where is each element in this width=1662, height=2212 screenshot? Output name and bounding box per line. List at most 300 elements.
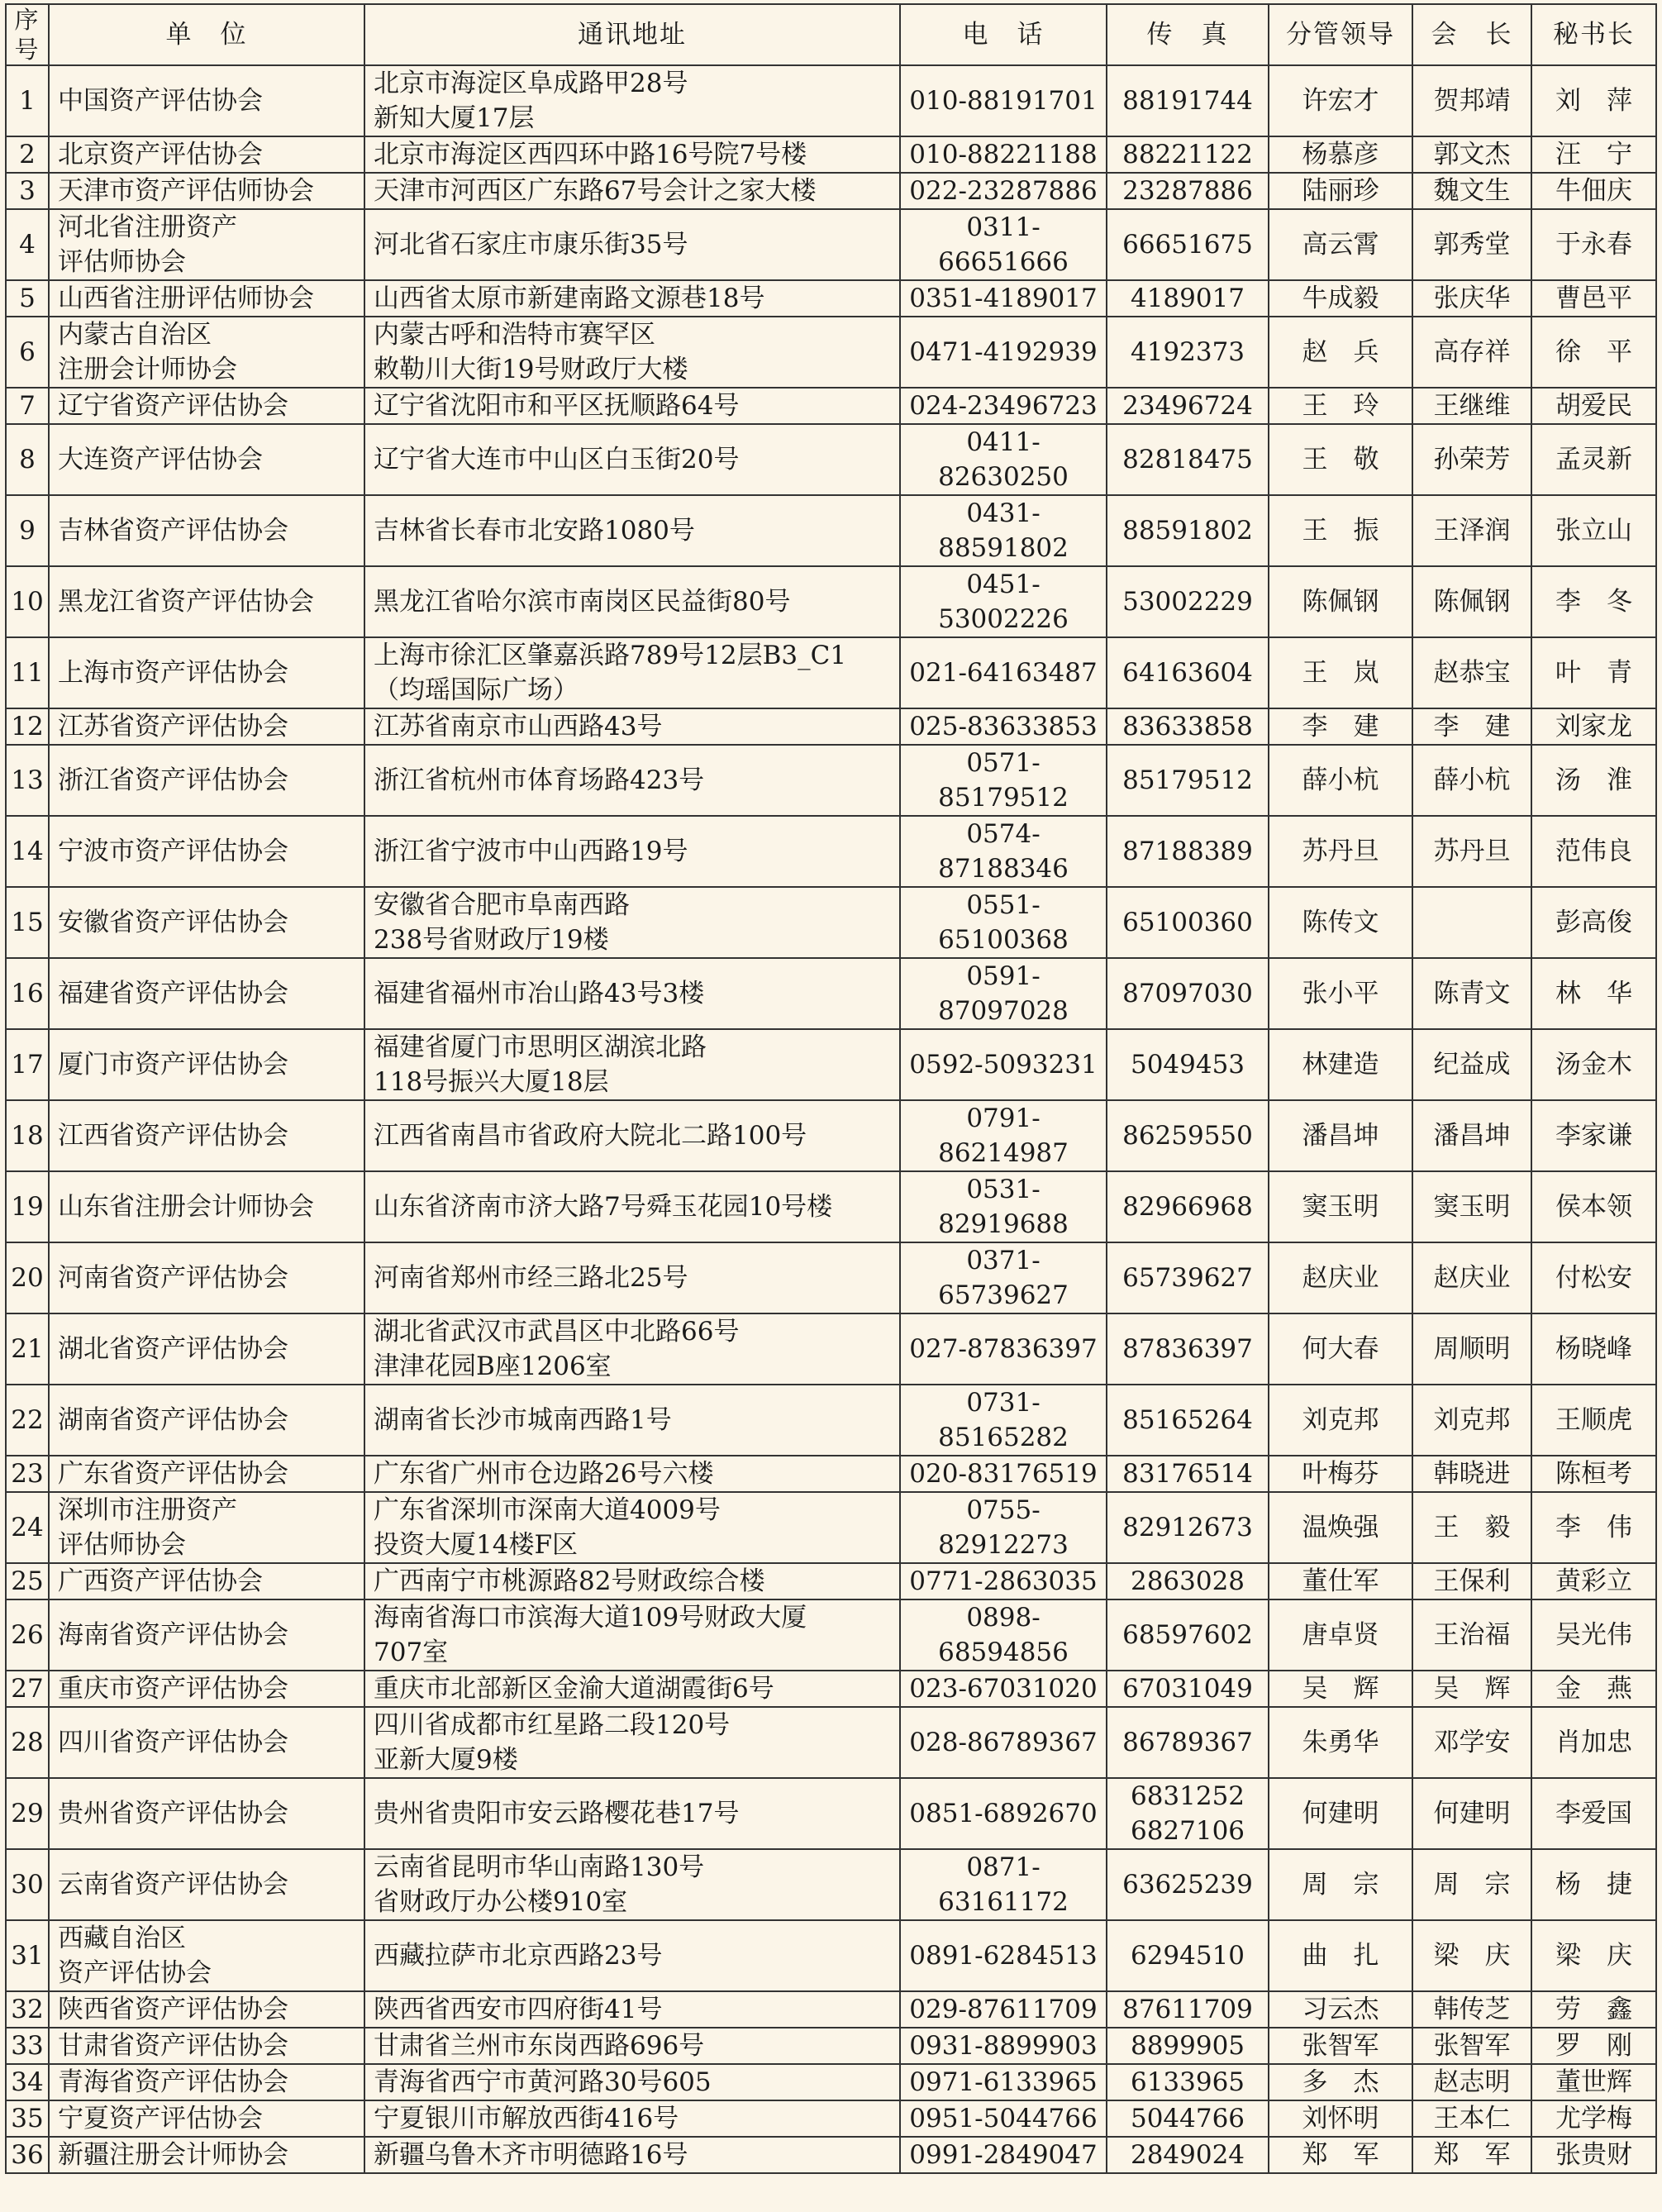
cell-unit-line: 天津市资产评估师协会 — [58, 176, 314, 206]
cell-phone: 0991-2849047 — [900, 2137, 1107, 2173]
cell-address-line: 福建省福州市冶山路43号3楼 — [374, 979, 705, 1008]
table-row — [6, 1492, 1656, 1563]
cell-president: 王泽润 — [1412, 495, 1531, 566]
cell-leader: 王 敬 — [1269, 424, 1412, 495]
cell-index: 19 — [6, 1171, 49, 1242]
cell-index: 34 — [6, 2064, 49, 2100]
table-row — [6, 495, 1656, 566]
cell-address-line: 内蒙古呼和浩特市赛罕区 — [374, 320, 655, 350]
cell-address-line: 辽宁省大连市中山区白玉街20号 — [374, 445, 740, 474]
cell-secretary: 梁 庆 — [1531, 1920, 1656, 1991]
cell-fax — [1107, 887, 1269, 958]
cell-address-line: 新疆乌鲁木齐市明德路16号 — [374, 2140, 688, 2170]
cell-address-line: 浙江省杭州市体育场路423号 — [374, 765, 705, 795]
cell-address — [364, 1171, 900, 1242]
cell-address — [364, 958, 900, 1029]
cell-president: 郭秀堂 — [1412, 209, 1531, 280]
table-row — [6, 1849, 1656, 1920]
cell-unit — [49, 1707, 364, 1778]
cell-address — [364, 495, 900, 566]
cell-phone: 0791-86214987 — [900, 1100, 1107, 1171]
cell-secretary: 于永春 — [1531, 209, 1656, 280]
cell-address-line: 重庆市北部新区金渝大道湖霞街6号 — [374, 1674, 774, 1704]
cell-president: 魏文生 — [1412, 173, 1531, 209]
cell-phone: 0951-5044766 — [900, 2100, 1107, 2137]
cell-phone: 023-67031020 — [900, 1671, 1107, 1707]
cell-index: 24 — [6, 1492, 49, 1563]
cell-address — [364, 136, 900, 173]
cell-unit — [49, 1100, 364, 1171]
cell-fax-line: 53002229 — [1122, 587, 1253, 617]
cell-fax — [1107, 1671, 1269, 1707]
cell-leader: 赵庆业 — [1269, 1242, 1412, 1313]
cell-unit — [49, 65, 364, 136]
cell-address-line: 海南省海口市滨海大道109号财政大厦 — [374, 1603, 807, 1633]
cell-phone: 0592-5093231 — [900, 1029, 1107, 1100]
cell-unit-line: 云南省资产评估协会 — [58, 1870, 288, 1900]
cell-unit-line: 厦门市资产评估协会 — [58, 1050, 288, 1080]
table-row — [6, 708, 1656, 745]
cell-address-line: 安徽省合肥市阜南西路 — [374, 890, 630, 920]
cell-fax-line: 4192373 — [1130, 337, 1245, 367]
cell-unit — [49, 1385, 364, 1456]
cell-fax — [1107, 1171, 1269, 1242]
cell-phone: 029-87611709 — [900, 1991, 1107, 2028]
cell-fax-line: 67031049 — [1122, 1674, 1253, 1704]
cell-address-line: 四川省成都市红星路二段120号 — [374, 1710, 731, 1740]
cell-phone: 0771-2863035 — [900, 1563, 1107, 1599]
cell-address-line: 青海省西宁市黄河路30号605 — [374, 2067, 712, 2097]
cell-address — [364, 745, 900, 816]
cell-index: 33 — [6, 2028, 49, 2064]
table-row — [6, 1171, 1656, 1242]
cell-unit — [49, 637, 364, 708]
cell-fax — [1107, 566, 1269, 637]
cell-president: 潘昌坤 — [1412, 1100, 1531, 1171]
cell-phone: 0574-87188346 — [900, 816, 1107, 887]
cell-phone: 010-88221188 — [900, 136, 1107, 173]
cell-fax-line: 85165264 — [1122, 1405, 1253, 1435]
cell-address — [364, 1313, 900, 1385]
cell-fax-line: 86789367 — [1122, 1728, 1253, 1757]
cell-address-line: 118号振兴大厦18层 — [374, 1067, 609, 1097]
cell-unit — [49, 1313, 364, 1385]
cell-unit — [49, 1492, 364, 1563]
cell-secretary: 劳 鑫 — [1531, 1991, 1656, 2028]
cell-unit-line: 海南省资产评估协会 — [58, 1620, 288, 1650]
cell-fax-line: 6831252 — [1130, 1781, 1245, 1811]
cell-fax — [1107, 816, 1269, 887]
cell-address — [364, 1029, 900, 1100]
table-row — [6, 2028, 1656, 2064]
cell-president: 苏丹旦 — [1412, 816, 1531, 887]
cell-fax-line: 64163604 — [1122, 658, 1253, 688]
cell-address-line: 亚新大厦9楼 — [374, 1745, 518, 1775]
table-row — [6, 2064, 1656, 2100]
header-row — [6, 4, 1656, 65]
cell-unit — [49, 1563, 364, 1599]
cell-unit-line: 湖南省资产评估协会 — [58, 1405, 288, 1435]
table-row — [6, 1671, 1656, 1707]
cell-address — [364, 2028, 900, 2064]
cell-unit — [49, 495, 364, 566]
table-row — [6, 958, 1656, 1029]
cell-secretary: 徐 平 — [1531, 317, 1656, 388]
table-row — [6, 637, 1656, 708]
cell-address — [364, 1849, 900, 1920]
cell-fax — [1107, 1778, 1269, 1849]
cell-president: 王继维 — [1412, 388, 1531, 424]
cell-phone: 0451-53002226 — [900, 566, 1107, 637]
cell-index: 4 — [6, 209, 49, 280]
cell-president: 纪益成 — [1412, 1029, 1531, 1100]
cell-fax-line: 88221122 — [1122, 140, 1253, 169]
cell-fax-line: 23287886 — [1122, 176, 1253, 206]
cell-unit-line: 山西省注册评估师协会 — [58, 284, 314, 313]
cell-address — [364, 424, 900, 495]
cell-fax — [1107, 1100, 1269, 1171]
cell-leader: 陆丽珍 — [1269, 173, 1412, 209]
cell-address — [364, 173, 900, 209]
cell-unit-line: 内蒙古自治区 — [58, 320, 212, 350]
cell-leader: 多 杰 — [1269, 2064, 1412, 2100]
cell-phone: 0531-82919688 — [900, 1171, 1107, 1242]
header-address: 通讯地址 — [364, 4, 900, 65]
cell-unit — [49, 209, 364, 280]
cell-unit — [49, 745, 364, 816]
cell-phone: 0898-68594856 — [900, 1599, 1107, 1671]
cell-fax-line: 5049453 — [1130, 1050, 1245, 1080]
cell-president: 韩晓进 — [1412, 1456, 1531, 1492]
cell-president: 王 毅 — [1412, 1492, 1531, 1563]
cell-index: 23 — [6, 1456, 49, 1492]
cell-unit-line: 河南省资产评估协会 — [58, 1263, 288, 1293]
table-row — [6, 2137, 1656, 2173]
cell-phone: 0311-66651666 — [900, 209, 1107, 280]
cell-fax-line: 8899905 — [1130, 2031, 1245, 2061]
cell-phone: 010-88191701 — [900, 65, 1107, 136]
cell-phone: 0351-4189017 — [900, 280, 1107, 317]
cell-unit-line: 宁夏资产评估协会 — [58, 2104, 263, 2133]
cell-president: 周 宗 — [1412, 1849, 1531, 1920]
cell-index: 28 — [6, 1707, 49, 1778]
cell-president: 高存祥 — [1412, 317, 1531, 388]
cell-unit-line: 湖北省资产评估协会 — [58, 1334, 288, 1364]
cell-unit-line: 广西资产评估协会 — [58, 1566, 263, 1596]
cell-president: 赵庆业 — [1412, 1242, 1531, 1313]
table-row — [6, 1242, 1656, 1313]
cell-leader: 王 振 — [1269, 495, 1412, 566]
cell-index: 29 — [6, 1778, 49, 1849]
cell-address-line: 津津花园B座1206室 — [374, 1352, 612, 1381]
cell-leader: 林建造 — [1269, 1029, 1412, 1100]
cell-unit-line: 甘肃省资产评估协会 — [58, 2031, 288, 2061]
cell-address-line: 山西省太原市新建南路文源巷18号 — [374, 284, 765, 313]
cell-address-line: 广东省广州市仓边路26号六楼 — [374, 1459, 714, 1489]
cell-address-line: 辽宁省沈阳市和平区抚顺路64号 — [374, 391, 740, 421]
cell-fax — [1107, 2100, 1269, 2137]
cell-unit-line: 大连资产评估协会 — [58, 445, 263, 474]
cell-phone: 0891-6284513 — [900, 1920, 1107, 1991]
cell-address — [364, 2100, 900, 2137]
table-row — [6, 1563, 1656, 1599]
cell-fax — [1107, 1991, 1269, 2028]
cell-unit-line: 重庆市资产评估协会 — [58, 1674, 288, 1704]
cell-phone: 0931-8899903 — [900, 2028, 1107, 2064]
table-row — [6, 1456, 1656, 1492]
cell-address — [364, 1563, 900, 1599]
cell-unit-line: 评估师协会 — [58, 247, 186, 277]
cell-leader: 董仕军 — [1269, 1563, 1412, 1599]
cell-phone: 024-23496723 — [900, 388, 1107, 424]
cell-unit-line: 浙江省资产评估协会 — [58, 765, 288, 795]
cell-leader: 潘昌坤 — [1269, 1100, 1412, 1171]
header-leader: 分管领导 — [1269, 4, 1412, 65]
cell-secretary: 叶 青 — [1531, 637, 1656, 708]
cell-fax — [1107, 1242, 1269, 1313]
cell-address-line: 山东省济南市济大路7号舜玉花园10号楼 — [374, 1192, 833, 1222]
cell-address-line: 江西省南昌市省政府大院北二路100号 — [374, 1121, 807, 1151]
header-unit: 单 位 — [49, 4, 364, 65]
cell-index: 5 — [6, 280, 49, 317]
cell-leader: 王 岚 — [1269, 637, 1412, 708]
cell-address-line: 吉林省长春市北安路1080号 — [374, 516, 695, 546]
cell-address-line: 新知大厦17层 — [374, 103, 535, 133]
cell-president: 窦玉明 — [1412, 1171, 1531, 1242]
cell-unit — [49, 1671, 364, 1707]
cell-unit — [49, 388, 364, 424]
table-body — [6, 65, 1656, 2173]
cell-president: 刘克邦 — [1412, 1385, 1531, 1456]
cell-index: 14 — [6, 816, 49, 887]
cell-address — [364, 1456, 900, 1492]
cell-leader: 唐卓贤 — [1269, 1599, 1412, 1671]
cell-fax-line: 82912673 — [1122, 1513, 1253, 1542]
cell-address-line: 湖北省武汉市武昌区中北路66号 — [374, 1317, 740, 1347]
cell-unit — [49, 1849, 364, 1920]
cell-unit-line: 广东省资产评估协会 — [58, 1459, 288, 1489]
table-row — [6, 173, 1656, 209]
cell-leader: 何建明 — [1269, 1778, 1412, 1849]
cell-address-line: 238号省财政厅19楼 — [374, 925, 609, 955]
cell-unit-line: 黑龙江省资产评估协会 — [58, 587, 314, 617]
cell-leader: 何大春 — [1269, 1313, 1412, 1385]
cell-unit-line: 注册会计师协会 — [58, 355, 237, 384]
cell-fax-line: 5044766 — [1130, 2104, 1245, 2133]
cell-fax-line: 6294510 — [1130, 1941, 1245, 1971]
cell-index: 7 — [6, 388, 49, 424]
cell-phone: 0851-6892670 — [900, 1778, 1107, 1849]
cell-index: 25 — [6, 1563, 49, 1599]
cell-phone: 0431-88591802 — [900, 495, 1107, 566]
cell-unit — [49, 1029, 364, 1100]
cell-fax-line: 6133965 — [1130, 2067, 1245, 2097]
cell-fax — [1107, 1563, 1269, 1599]
cell-leader: 刘克邦 — [1269, 1385, 1412, 1456]
cell-phone: 0971-6133965 — [900, 2064, 1107, 2100]
cell-phone: 025-83633853 — [900, 708, 1107, 745]
cell-address-line: 福建省厦门市思明区湖滨北路 — [374, 1032, 707, 1062]
cell-leader: 王 玲 — [1269, 388, 1412, 424]
cell-index: 35 — [6, 2100, 49, 2137]
cell-unit-line: 资产评估协会 — [58, 1958, 212, 1988]
cell-phone: 0755-82912273 — [900, 1492, 1107, 1563]
cell-fax — [1107, 1456, 1269, 1492]
cell-secretary: 曹邑平 — [1531, 280, 1656, 317]
cell-leader: 陈传文 — [1269, 887, 1412, 958]
table-row — [6, 887, 1656, 958]
cell-index: 27 — [6, 1671, 49, 1707]
cell-president: 邓学安 — [1412, 1707, 1531, 1778]
cell-fax-line: 86259550 — [1122, 1121, 1253, 1151]
cell-address — [364, 1242, 900, 1313]
cell-phone: 0551-65100368 — [900, 887, 1107, 958]
cell-fax-line: 88591802 — [1122, 516, 1253, 546]
cell-index: 30 — [6, 1849, 49, 1920]
cell-address — [364, 2064, 900, 2100]
table-row — [6, 136, 1656, 173]
cell-fax-line: 23496724 — [1122, 391, 1253, 421]
cell-address — [364, 816, 900, 887]
cell-president: 王治福 — [1412, 1599, 1531, 1671]
cell-index: 13 — [6, 745, 49, 816]
cell-phone: 0731-85165282 — [900, 1385, 1107, 1456]
cell-leader: 吴 辉 — [1269, 1671, 1412, 1707]
cell-unit-line: 江西省资产评估协会 — [58, 1121, 288, 1151]
header-president: 会 长 — [1412, 4, 1531, 65]
cell-address-line: 甘肃省兰州市东岗西路696号 — [374, 2031, 705, 2061]
cell-secretary: 胡爱民 — [1531, 388, 1656, 424]
cell-address — [364, 887, 900, 958]
cell-unit — [49, 1920, 364, 1991]
cell-fax — [1107, 2028, 1269, 2064]
cell-address-line: 投资大厦14楼F区 — [374, 1530, 578, 1560]
cell-unit — [49, 424, 364, 495]
cell-unit-line: 青海省资产评估协会 — [58, 2067, 288, 2097]
cell-fax-line: 87611709 — [1122, 1995, 1253, 2024]
contact-table — [5, 3, 1657, 2174]
cell-unit — [49, 280, 364, 317]
cell-index: 2 — [6, 136, 49, 173]
cell-leader: 郑 军 — [1269, 2137, 1412, 2173]
table-row — [6, 1991, 1656, 2028]
cell-unit-line: 中国资产评估协会 — [58, 86, 263, 116]
table-row — [6, 65, 1656, 136]
table-row — [6, 1385, 1656, 1456]
cell-address — [364, 1385, 900, 1456]
cell-president: 薛小杭 — [1412, 745, 1531, 816]
cell-fax-line: 87097030 — [1122, 979, 1253, 1008]
cell-address — [364, 1920, 900, 1991]
cell-address-line: 河南省郑州市经三路北25号 — [374, 1263, 688, 1293]
cell-secretary: 汤金木 — [1531, 1029, 1656, 1100]
cell-secretary: 刘 萍 — [1531, 65, 1656, 136]
cell-secretary: 杨 捷 — [1531, 1849, 1656, 1920]
cell-fax — [1107, 1599, 1269, 1671]
cell-index: 17 — [6, 1029, 49, 1100]
cell-index: 21 — [6, 1313, 49, 1385]
cell-secretary: 汪 宁 — [1531, 136, 1656, 173]
cell-fax-line: 87188389 — [1122, 837, 1253, 866]
cell-leader: 曲 扎 — [1269, 1920, 1412, 1991]
cell-unit-line: 陕西省资产评估协会 — [58, 1995, 288, 2024]
cell-unit-line: 深圳市注册资产 — [58, 1495, 237, 1525]
cell-address-line: 敕勒川大街19号财政厅大楼 — [374, 355, 688, 384]
cell-leader: 习云杰 — [1269, 1991, 1412, 2028]
cell-fax — [1107, 2064, 1269, 2100]
cell-address-line: 贵州省贵阳市安云路樱花巷17号 — [374, 1799, 740, 1828]
cell-president: 孙荣芳 — [1412, 424, 1531, 495]
cell-unit-line: 福建省资产评估协会 — [58, 979, 288, 1008]
cell-fax-line: 2863028 — [1130, 1566, 1245, 1596]
cell-president — [1412, 887, 1531, 958]
table-row — [6, 566, 1656, 637]
cell-unit-line: 评估师协会 — [58, 1530, 186, 1560]
cell-secretary: 董世辉 — [1531, 2064, 1656, 2100]
cell-leader: 杨慕彦 — [1269, 136, 1412, 173]
cell-address-line: 省财政厅办公楼910室 — [374, 1887, 628, 1917]
cell-unit — [49, 566, 364, 637]
cell-leader: 叶梅芬 — [1269, 1456, 1412, 1492]
cell-fax — [1107, 1849, 1269, 1920]
cell-leader: 周 宗 — [1269, 1849, 1412, 1920]
cell-fax — [1107, 495, 1269, 566]
cell-fax-line: 4189017 — [1130, 284, 1245, 313]
table-row — [6, 1920, 1656, 1991]
cell-address-line: 北京市海淀区西四环中路16号院7号楼 — [374, 140, 807, 169]
cell-address-line: 江苏省南京市山西路43号 — [374, 712, 663, 741]
cell-address-line: （均瑶国际广场） — [374, 675, 579, 705]
cell-phone: 022-23287886 — [900, 173, 1107, 209]
cell-fax — [1107, 1707, 1269, 1778]
cell-leader: 许宏才 — [1269, 65, 1412, 136]
cell-index: 26 — [6, 1599, 49, 1671]
cell-fax-line: 82966968 — [1122, 1192, 1253, 1222]
cell-fax-line: 83176514 — [1122, 1459, 1253, 1489]
cell-fax — [1107, 388, 1269, 424]
cell-index: 11 — [6, 637, 49, 708]
cell-unit — [49, 173, 364, 209]
cell-unit-line: 吉林省资产评估协会 — [58, 516, 288, 546]
cell-unit — [49, 708, 364, 745]
cell-address — [364, 317, 900, 388]
table-row — [6, 424, 1656, 495]
cell-phone: 021-64163487 — [900, 637, 1107, 708]
cell-leader: 温焕强 — [1269, 1492, 1412, 1563]
cell-fax-line: 85179512 — [1122, 765, 1253, 795]
cell-fax — [1107, 209, 1269, 280]
cell-fax — [1107, 173, 1269, 209]
cell-unit — [49, 136, 364, 173]
cell-fax — [1107, 2137, 1269, 2173]
table-row — [6, 1707, 1656, 1778]
table-row — [6, 280, 1656, 317]
cell-secretary: 李 伟 — [1531, 1492, 1656, 1563]
cell-phone: 027-87836397 — [900, 1313, 1107, 1385]
cell-address-line: 黑龙江省哈尔滨市南岗区民益街80号 — [374, 587, 791, 617]
cell-leader: 张小平 — [1269, 958, 1412, 1029]
header-index — [6, 4, 49, 65]
cell-address — [364, 708, 900, 745]
cell-secretary: 肖加忠 — [1531, 1707, 1656, 1778]
cell-address-line: 湖南省长沙市城南西路1号 — [374, 1405, 672, 1435]
cell-fax — [1107, 424, 1269, 495]
table-row — [6, 2100, 1656, 2137]
table-row — [6, 209, 1656, 280]
cell-index: 20 — [6, 1242, 49, 1313]
cell-address — [364, 1492, 900, 1563]
cell-address-line: 广西南宁市桃源路82号财政综合楼 — [374, 1566, 765, 1596]
